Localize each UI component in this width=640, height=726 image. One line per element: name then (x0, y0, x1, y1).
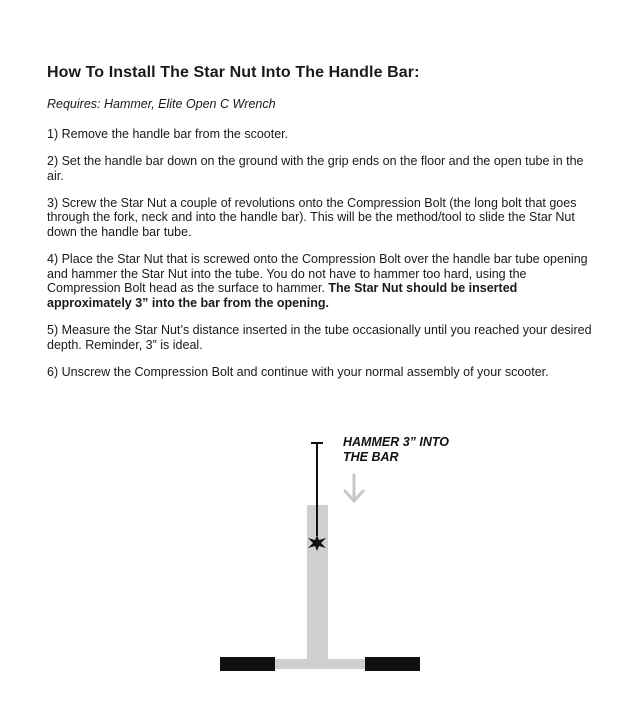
instruction-steps (47, 127, 595, 392)
down-arrow-icon (345, 475, 363, 501)
step-6 (47, 365, 595, 380)
step-4 (47, 252, 595, 310)
step-6-text: 6) Unscrew the Compression Bolt and continue with your normal assembly of your scooter. (47, 364, 549, 379)
right-grip (365, 657, 420, 671)
caption-line-2: THE BAR (343, 450, 399, 464)
step-3 (47, 196, 595, 240)
handlebar-diagram (200, 425, 500, 685)
step-2 (47, 154, 595, 183)
left-grip (220, 657, 275, 671)
diagram-caption (343, 435, 483, 465)
step-3-text: 3) Screw the Star Nut a couple of revolutions onto the Compression Bolt (the long bolt that goes through the fork, neck and into the handle bar). This will be the method/tool to slide the Star Nut down the handle bar tube. (47, 195, 577, 239)
document-title: How To Install The Star Nut Into The Handle Bar: (47, 64, 420, 81)
step-2-text: 2) Set the handle bar down on the ground with the grip ends on the floor and the open tube in the air. (47, 154, 584, 183)
step-5-text: 5) Measure the Star Nut’s distance inserted in the tube occasionally until you reached your desired depth. Reminder, 3” is ideal. (47, 322, 592, 352)
step-1-text: 1) Remove the handle bar from the scooter. (47, 127, 289, 141)
step-4-bold-text: The Star Nut should be inserted approximately 3” into the bar from the opening. (47, 281, 518, 310)
step-1 (47, 127, 595, 142)
requires-line: Requires: Hammer, Elite Open C Wrench (47, 97, 276, 111)
step-4-text: 4) Place the Star Nut that is screwed onto the Compression Bolt over the handle bar tube opening and hammer the Star Nut into the tube. You do not have to hammer too hard, using the Compression Bolt head as the surface to hammer. (47, 252, 588, 296)
caption-line-1: HAMMER 3” INTO (343, 435, 450, 449)
step-5 (47, 323, 595, 352)
